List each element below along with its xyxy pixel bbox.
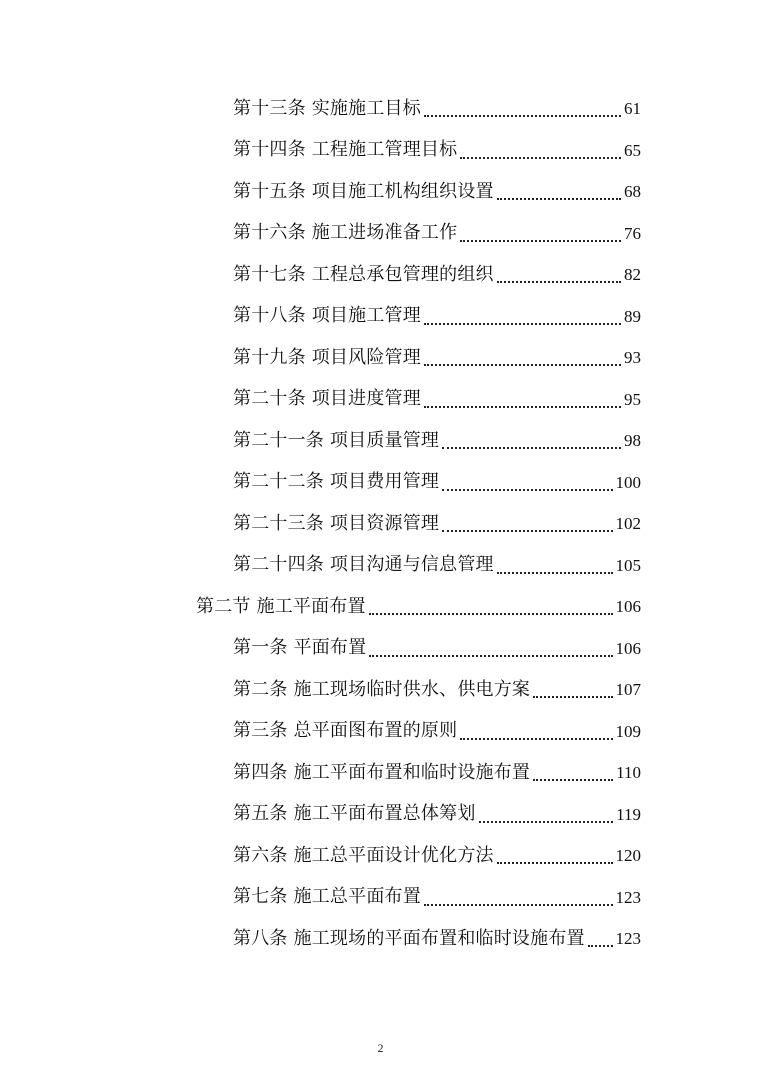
toc-entry[interactable]	[0, 130, 641, 172]
toc-leader-dots	[460, 156, 621, 159]
toc-entry-page: 109	[615, 721, 641, 741]
page-number: 2	[377, 1041, 384, 1055]
toc-leader-dots	[424, 405, 621, 408]
toc-leader-dots	[533, 778, 613, 781]
toc-entry[interactable]	[0, 545, 641, 587]
toc-entry[interactable]	[0, 254, 641, 296]
toc-entry-title: 第六条 施工总平面设计优化方法	[233, 844, 494, 866]
toc-entry-title: 第十七条 工程总承包管理的组织	[233, 263, 494, 285]
toc-entry-page: 123	[615, 929, 641, 949]
toc-entry-title: 第二十条 项目进度管理	[233, 388, 421, 410]
toc-entry[interactable]	[0, 213, 641, 255]
toc-entry[interactable]	[0, 794, 641, 836]
toc-entry-page: 107	[615, 680, 641, 700]
toc-entry-title: 第三条 总平面图布置的原则	[233, 720, 458, 742]
toc-entry[interactable]	[0, 711, 641, 753]
toc-entry-page: 98	[624, 431, 641, 451]
toc-entry-title: 第十九条 项目风险管理	[233, 346, 421, 368]
toc-entry[interactable]	[0, 88, 641, 130]
toc-entry-page: 119	[616, 804, 641, 824]
toc-entry[interactable]	[0, 752, 641, 794]
toc-entry-page: 68	[624, 182, 641, 202]
toc-entry-title: 第七条 施工总平面布置	[233, 886, 421, 908]
toc-entry-title: 第二十四条 项目沟通与信息管理	[233, 554, 494, 576]
toc-entry-title: 第十三条 实施施工目标	[233, 97, 421, 119]
toc-entry-page: 93	[624, 348, 641, 368]
toc-entry-page: 65	[624, 140, 641, 160]
toc-entry-page: 95	[624, 389, 641, 409]
toc-entry[interactable]	[0, 669, 641, 711]
toc-entry-page: 105	[615, 555, 641, 575]
toc-leader-dots	[424, 903, 613, 906]
toc-leader-dots	[588, 944, 613, 947]
toc-entry-title: 第十五条 项目施工机构组织设置	[233, 180, 494, 202]
toc-entry-page: 102	[615, 514, 641, 534]
toc-entry-title: 第十四条 工程施工管理目标	[233, 139, 458, 161]
toc-entry-page: 123	[615, 887, 641, 907]
toc-entry[interactable]	[0, 337, 641, 379]
toc-entry[interactable]	[0, 296, 641, 338]
toc-section-title: 第二节 施工平面布置	[196, 595, 366, 617]
toc-leader-dots	[369, 612, 613, 615]
toc-entry[interactable]	[0, 171, 641, 213]
toc-entry-title: 第十六条 施工进场准备工作	[233, 222, 458, 244]
toc-entry-page: 76	[624, 223, 641, 243]
toc-leader-dots	[442, 488, 612, 491]
toc-section-entry[interactable]	[0, 586, 641, 628]
toc-entry-page: 61	[624, 99, 641, 119]
toc-entry-page: 89	[624, 306, 641, 326]
toc-entry-page: 106	[615, 638, 641, 658]
toc-leader-dots	[424, 114, 621, 117]
toc-entry-title: 第二十三条 项目资源管理	[233, 512, 440, 534]
toc-section-page: 106	[615, 597, 641, 617]
toc-entry-page: 120	[615, 846, 641, 866]
toc-leader-dots	[442, 529, 612, 532]
toc-leader-dots	[497, 280, 621, 283]
toc-entry[interactable]	[0, 420, 641, 462]
toc-entry-title: 第二十二条 项目费用管理	[233, 471, 440, 493]
toc-leader-dots	[479, 820, 614, 823]
toc-entry-title: 第二十一条 项目质量管理	[233, 429, 440, 451]
toc-entry[interactable]	[0, 503, 641, 545]
toc-entry-page: 100	[615, 472, 641, 492]
table-of-contents	[0, 88, 761, 960]
toc-leader-dots	[369, 654, 612, 657]
toc-entry-title: 第一条 平面布置	[233, 637, 367, 659]
toc-entry-title: 第十八条 项目施工管理	[233, 305, 421, 327]
toc-leader-dots	[533, 695, 612, 698]
toc-leader-dots	[442, 446, 621, 449]
toc-entry-title: 第二条 施工现场临时供水、供电方案	[233, 678, 531, 700]
toc-entry[interactable]	[0, 379, 641, 421]
toc-leader-dots	[497, 571, 613, 574]
toc-entry-title: 第八条 施工现场的平面布置和临时设施布置	[233, 927, 585, 949]
toc-leader-dots	[460, 737, 612, 740]
toc-entry-page: 82	[624, 265, 641, 285]
toc-entry-page: 110	[616, 763, 641, 783]
toc-leader-dots	[424, 363, 621, 366]
toc-entry[interactable]	[0, 462, 641, 504]
toc-leader-dots	[497, 197, 621, 200]
toc-entry-title: 第四条 施工平面布置和临时设施布置	[233, 761, 531, 783]
toc-entry[interactable]	[0, 835, 641, 877]
toc-entry[interactable]	[0, 918, 641, 960]
toc-leader-dots	[460, 239, 621, 242]
toc-entry[interactable]	[0, 877, 641, 919]
toc-entry[interactable]	[0, 628, 641, 670]
toc-entry-title: 第五条 施工平面布置总体筹划	[233, 803, 476, 825]
toc-leader-dots	[497, 861, 613, 864]
toc-leader-dots	[424, 322, 621, 325]
